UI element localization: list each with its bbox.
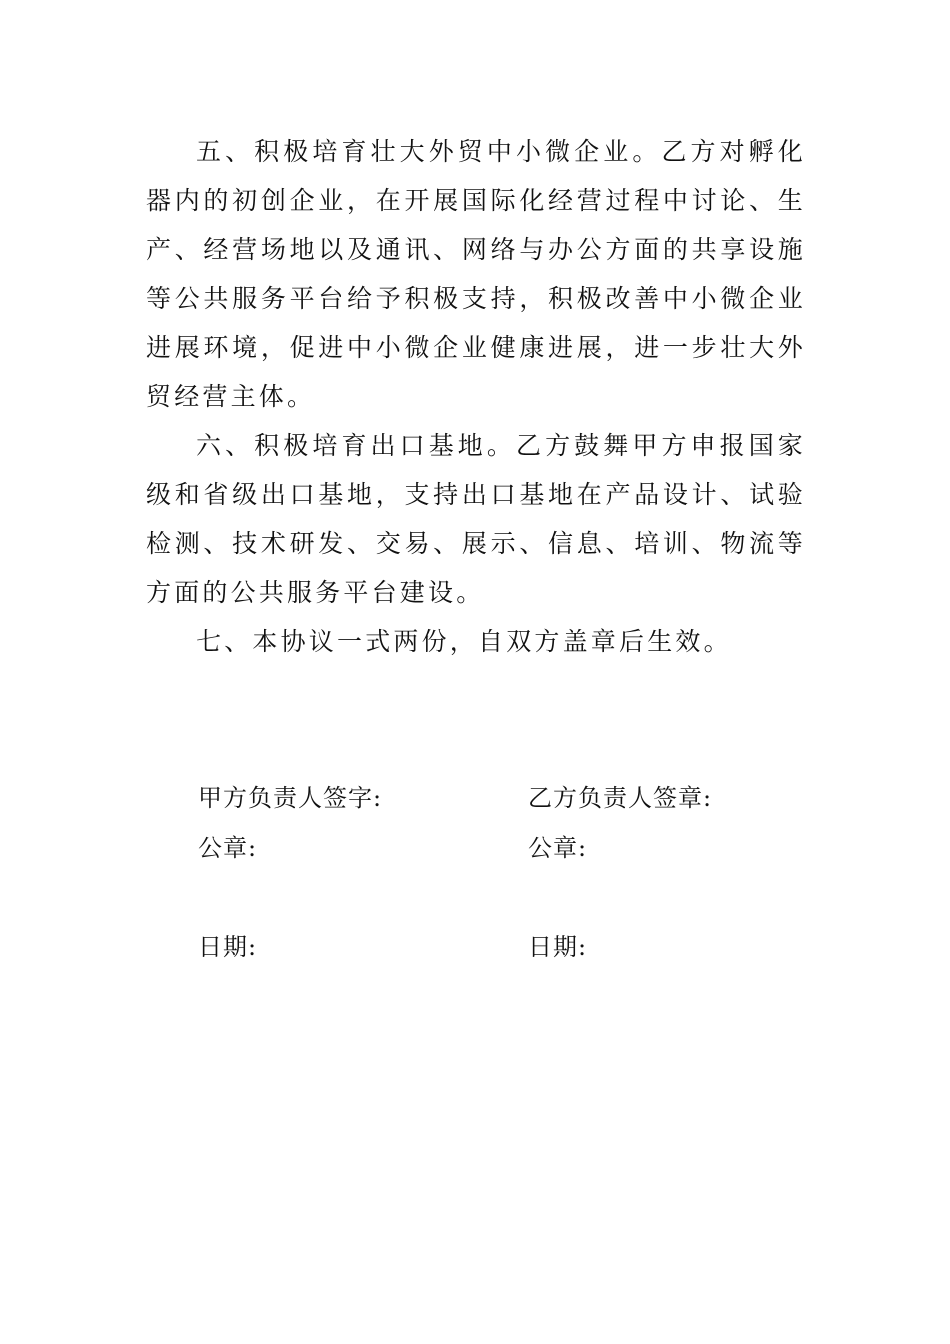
clause-seven-paragraph: 七、本协议一式两份，自双方盖章后生效。 <box>196 627 732 656</box>
clause-five-paragraph: 五、积极培育壮大外贸中小微企业。乙方对孵化器内的初创企业，在开展国际化经营过程中讨论、生产、经营场地以及通讯、网络与办公方面的共享设施等公共服务平台给予积极支持，积极改善中小微企业进展环境，促进中小微企业健康进展，进一步壮大外贸经营主体。 <box>146 137 806 411</box>
party-b-signer-label: 乙方负责人签章: <box>528 784 713 812</box>
agreement-body <box>146 127 806 666</box>
clause-six-paragraph: 六、积极培育出口基地。乙方鼓舞甲方申报国家级和省级出口基地，支持出口基地在产品设计、试验检测、技术研发、交易、展示、信息、培训、物流等方面的公共服务平台建设。 <box>146 431 806 607</box>
party-a-seal-label: 公章: <box>198 834 258 862</box>
party-b-seal-label: 公章: <box>528 834 588 862</box>
party-a-signer-label: 甲方负责人签字: <box>198 784 383 812</box>
party-b-date-label: 日期: <box>528 933 588 961</box>
party-a-date-label: 日期: <box>198 933 258 961</box>
